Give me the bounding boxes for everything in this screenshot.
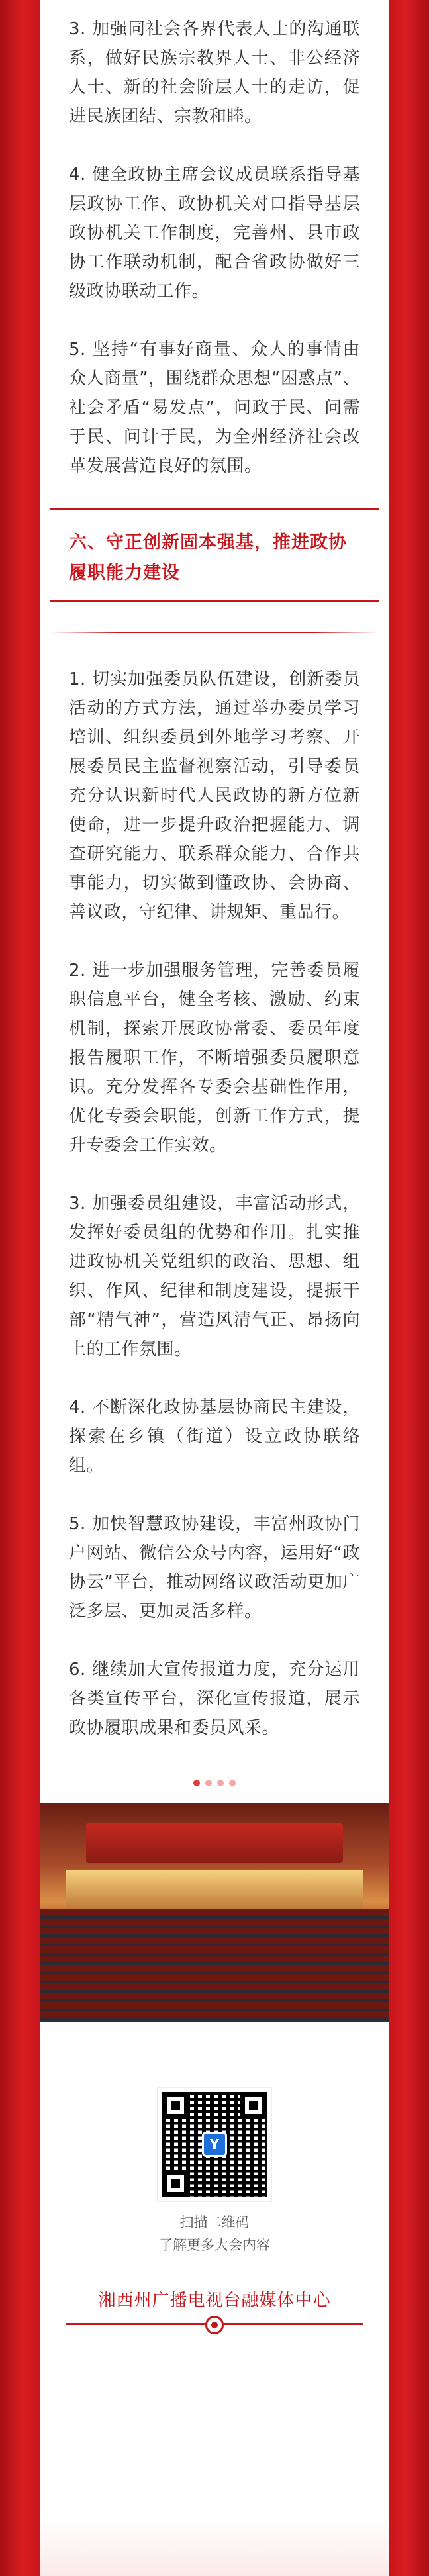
qr-card	[40, 2062, 389, 2334]
carousel-indicator	[69, 1780, 360, 1786]
conference-photo[interactable]	[40, 1803, 389, 2022]
app-logo-icon: Y	[202, 2132, 227, 2157]
section-heading-box	[50, 508, 379, 602]
section-title: 六、守正创新固本强基，推进政协履职能力建设	[69, 532, 347, 583]
paragraph: 1. 切实加强委员队伍建设，创新委员活动的方式方法，通过举办委员学习培训、组织委员到外地学习考察、开展委员民主监督视察活动，引导委员充分认识新时代人民政协的新方位新使命，进一步提升政治把握能力、调查研究能力、联系群众能力、合作共事能力，切实做到懂政协、会协商、善议政，守纪律、讲规矩、重品行。	[69, 669, 360, 922]
carousel-dot[interactable]	[217, 1780, 224, 1786]
article-content	[40, 0, 389, 2334]
organization-name: 湘西州广播电视台融媒体中心	[98, 2291, 331, 2311]
carousel-dot[interactable]	[229, 1780, 236, 1786]
background-left	[0, 0, 40, 2576]
carousel-dot[interactable]	[205, 1780, 212, 1786]
paragraph: 3. 加强同社会各界代表人士的沟通联系，做好民族宗教界人士、非公经济人士、新的社会阶层人士的走访，促进民族团结、宗教和睦。	[69, 19, 360, 126]
footer-badge-icon	[205, 2316, 224, 2334]
background-right	[389, 0, 429, 2576]
paragraph: 4. 不断深化政协基层协商民主建设，探索在乡镇（街道）设立政协联络组。	[69, 1398, 360, 1476]
paragraph: 5. 加快智慧政协建设，丰富州政协门户网站、微信公众号内容，运用好“政协云”平台，推动网络议政活动更加广泛多层、更加灵活多样。	[69, 1514, 360, 1621]
article-page	[40, 0, 389, 2576]
paragraph: 5. 坚持“有事好商量、众人的事情由众人商量”，围绕群众思想“困惑点”、社会矛盾“易发点”，问政于民、问需于民、问计于民，为全州经济社会改革发展营造良好的氛围。	[69, 340, 360, 476]
paragraph: 3. 加强委员组建设，丰富活动形式，发挥好委员组的优势和作用。扎实推进政协机关党组织的政治、思想、组织、作风、纪律和制度建设，提振干部“精气神”，营造风清气正、昂扬向上的工作氛围。	[69, 1194, 360, 1359]
paragraph: 4. 健全政协主席会议成员联系指导基层政协工作、政协机关对口指导基层政协机关工作制度，完善州、县市政协工作联动机制，配合省政协做好三级政协联动工作。	[69, 165, 360, 301]
paragraph: 2. 进一步加强服务管理，完善委员履职信息平台，健全考核、激励、约束机制，探索开展政协常委、委员年度报告履职工作，不断增强委员履职意识。充分发挥各专委会基础性作用，优化专委会职能，创新工作方式，提升专委会工作实效。	[69, 961, 360, 1155]
photo-banner	[86, 1823, 343, 1863]
qr-code[interactable]	[158, 2088, 271, 2201]
qr-caption: 扫描二维码 了解更多大会内容	[159, 2215, 270, 2253]
carousel-dot[interactable]	[193, 1780, 200, 1786]
paragraph: 6. 继续加大宣传报道力度，充分运用各类宣传平台，深化宣传报道，展示政协履职成果和委员风采。	[69, 1660, 360, 1738]
footer-strip	[40, 2516, 389, 2576]
photo-audience	[40, 1909, 389, 2022]
